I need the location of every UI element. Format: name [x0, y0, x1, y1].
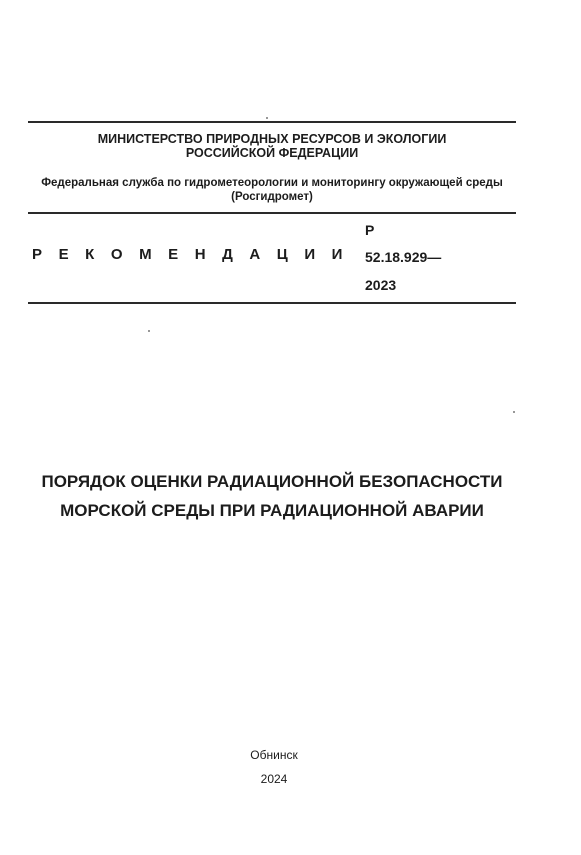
ministry-name [28, 132, 516, 160]
top-divider [28, 121, 516, 123]
title-line-2: МОРСКОЙ СРЕДЫ ПРИ РАДИАЦИОННОЙ АВАРИИ [60, 501, 484, 520]
publication-year: 2024 [260, 772, 288, 786]
document-title [28, 467, 516, 525]
scan-speck [148, 330, 150, 332]
designation-prefix: Р [365, 222, 375, 238]
bottom-divider [28, 302, 516, 304]
publication-city: Обнинск [250, 748, 298, 762]
designation-year: 2023 [365, 277, 397, 293]
service-line-2: (Росгидромет) [231, 191, 313, 203]
middle-divider [28, 212, 516, 214]
document-type: Р Е К О М Е Н Д А Ц И И [32, 246, 349, 263]
title-line-1: ПОРЯДОК ОЦЕНКИ РАДИАЦИОННОЙ БЕЗОПАСНОСТИ [41, 472, 503, 491]
service-name [28, 176, 516, 204]
service-line-1: Федеральная служба по гидрометеорологии и мониторингу окружающей среды [41, 177, 503, 189]
scan-speck [266, 117, 268, 119]
scan-speck [513, 411, 515, 413]
designation-number: 52.18.929— [365, 249, 442, 265]
ministry-line-2: РОССИЙСКОЙ ФЕДЕРАЦИИ [185, 146, 359, 160]
ministry-line-1: МИНИСТЕРСТВО ПРИРОДНЫХ РЕСУРСОВ И ЭКОЛОГИИ [97, 132, 447, 146]
